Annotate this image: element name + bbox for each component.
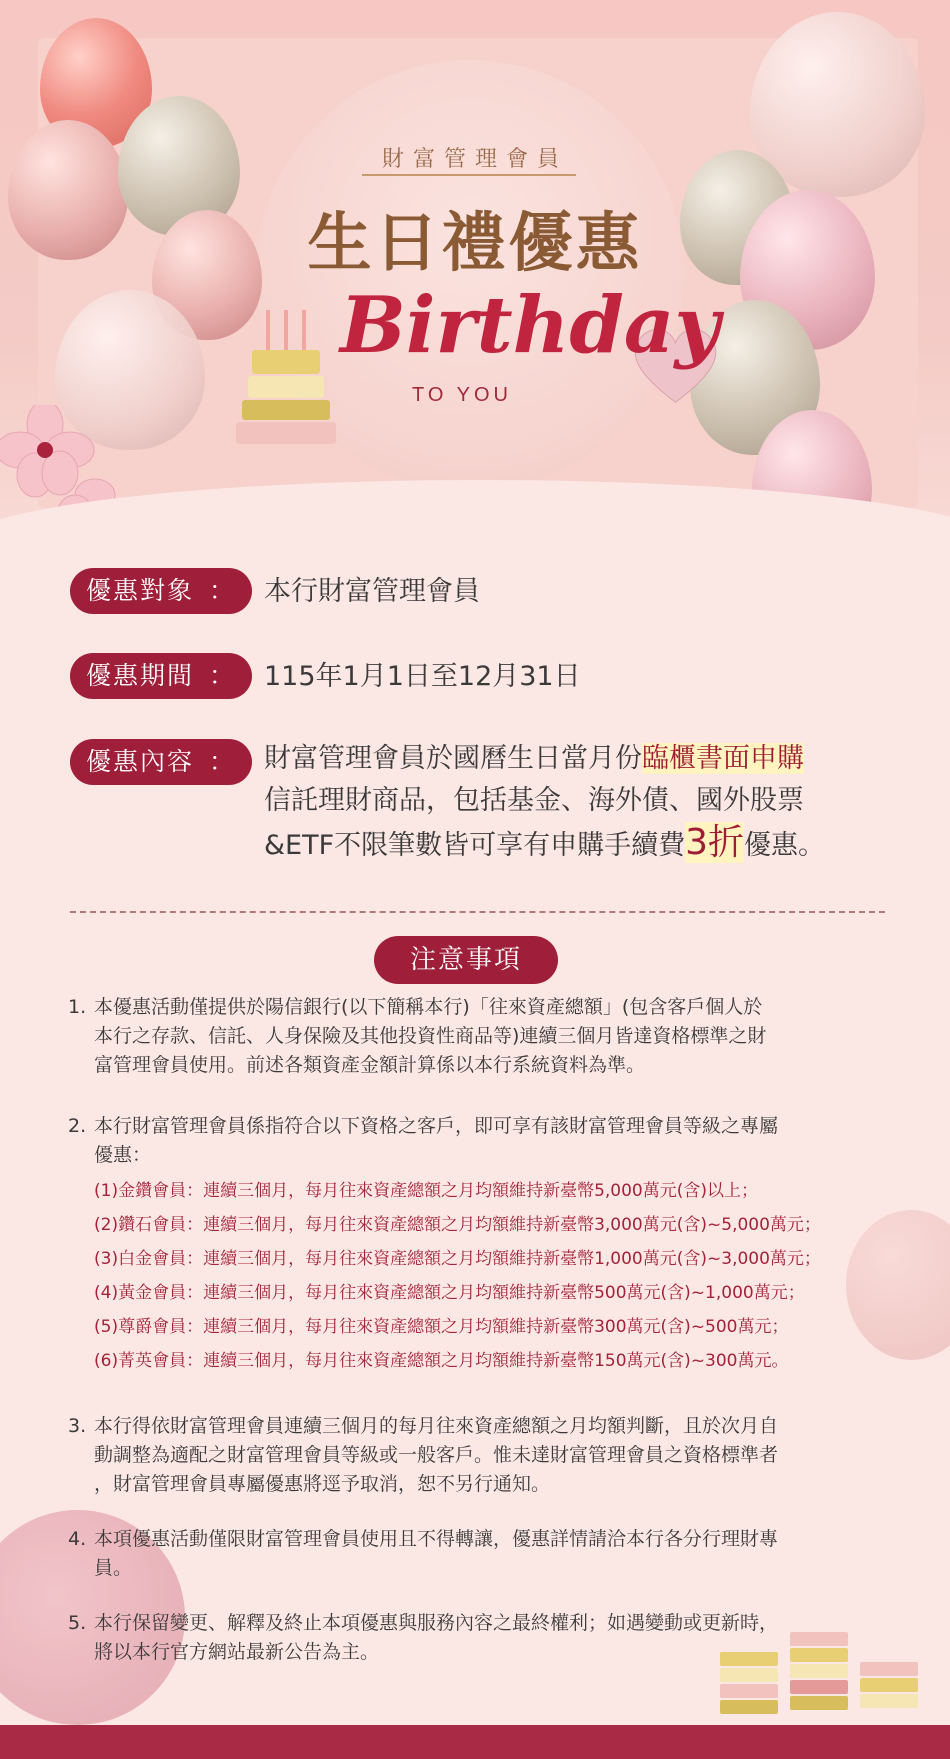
hero-script-title: Birthday (340, 280, 720, 371)
notice-line: 員。 (94, 1557, 133, 1579)
hero-wave-divider (0, 480, 950, 640)
discount-highlight: 3折 (685, 822, 745, 863)
notice-number: 1. (68, 996, 87, 1018)
hero-script-subtitle: TO YOU (412, 384, 512, 406)
notice-item (68, 1112, 888, 1378)
info-colon: ： (208, 576, 236, 605)
mini-cake-icon (720, 1650, 778, 1714)
dashed-divider (70, 911, 885, 913)
content-highlight: 臨櫃書面申購 (642, 743, 804, 774)
content-line2: 信託理財商品，包括基金、海外債、國外股票 (264, 785, 804, 816)
notice-line: 本項優惠活動僅限財富管理會員使用且不得轉讓，優惠詳情請洽本行各分行理財專 (94, 1528, 779, 1550)
info-label-pill (70, 653, 252, 699)
member-tier-item: (4)黃金會員：連續三個月，每月往來資產總額之月均額維持新臺幣500萬元(含)~1,000萬元； (94, 1283, 805, 1303)
notice-line: 本行得依財富管理會員連續三個月的每月往來資產總額之月均額判斷，且於次月自 (94, 1415, 779, 1437)
member-tier-item: (6)菁英會員：連續三個月，每月往來資產總額之月均額維持新臺幣150萬元(含)~300萬元。 (94, 1351, 789, 1371)
birthday-cake-icon (236, 310, 336, 450)
info-value-multiline (264, 739, 825, 866)
hero-subtitle: 財富管理會員 (381, 147, 568, 172)
info-label: 優惠內容 (86, 747, 195, 776)
notice-line: 優惠： (94, 1144, 152, 1166)
hero-title: 生日禮優惠 (307, 206, 643, 281)
content-line3-end: 優惠。 (744, 830, 826, 861)
info-label-pill (70, 568, 252, 614)
member-tier-item: (1)金鑽會員：連續三個月，每月往來資產總額之月均額維持新臺幣5,000萬元(含)以上； (94, 1181, 759, 1201)
notice-list (68, 993, 888, 1693)
footer-bar (0, 1725, 950, 1759)
member-tier-item: (2)鑽石會員：連續三個月，每月往來資產總額之月均額維持新臺幣3,000萬元(含)~5,000萬元； (94, 1215, 821, 1235)
notice-line: 富管理會員使用。前述各類資產金額計算係以本行系統資料為準。 (94, 1054, 646, 1076)
info-value: 本行財富管理會員 (264, 576, 480, 607)
member-tier-item: (3)白金會員：連續三個月，每月往來資產總額之月均額維持新臺幣1,000萬元(含)~3,000萬元； (94, 1249, 821, 1269)
notice-item (68, 993, 888, 1080)
notice-title: 注意事項 (374, 936, 558, 984)
notice-number: 5. (68, 1612, 87, 1634)
info-colon: ： (208, 661, 236, 690)
info-colon: ： (208, 747, 236, 776)
notice-line: ，財富管理會員專屬優惠將逕予取消，恕不另行通知。 (94, 1473, 551, 1495)
hero-banner (0, 0, 950, 560)
notice-number: 3. (68, 1415, 87, 1437)
member-tier-list (94, 1174, 888, 1378)
hero-subtitle-underline (362, 174, 576, 176)
notice-line: 本行財富管理會員係指符合以下資格之客戶，即可享有該財富管理會員等級之專屬 (94, 1115, 779, 1137)
notice-item (68, 1525, 888, 1583)
notice-line: 本行之存款、信託、人身保險及其他投資性商品等)連續三個月皆達資格標準之財 (94, 1025, 767, 1047)
info-label-pill (70, 739, 252, 785)
info-label: 優惠對象 (86, 576, 195, 605)
notice-line: 將以本行官方網站最新公告為主。 (94, 1641, 380, 1663)
content-line1: 財富管理會員於國曆生日當月份 (264, 743, 642, 774)
notice-item (68, 1412, 888, 1499)
info-label: 優惠期間 (86, 661, 195, 690)
info-value: 115年1月1日至12月31日 (264, 661, 581, 692)
notice-number: 2. (68, 1115, 87, 1137)
notice-number: 4. (68, 1528, 87, 1550)
content-line3: &ETF不限筆數皆可享有申購手續費 (264, 830, 686, 861)
member-tier-item: (5)尊爵會員：連續三個月，每月往來資產總額之月均額維持新臺幣300萬元(含)~500萬元； (94, 1317, 789, 1337)
mini-cake-icon (790, 1630, 848, 1710)
notice-line: 本優惠活動僅提供於陽信銀行(以下簡稱本行)「往來資產總額」(包含客戶個人於 (94, 996, 763, 1018)
notice-line: 動調整為適配之財富管理會員等級或一般客戶。惟未達財富管理會員之資格標準者 (94, 1444, 779, 1466)
mini-cake-icon (860, 1660, 918, 1708)
notice-line: 本行保留變更、解釋及終止本項優惠與服務內容之最終權利；如遇變動或更新時， (94, 1612, 779, 1634)
